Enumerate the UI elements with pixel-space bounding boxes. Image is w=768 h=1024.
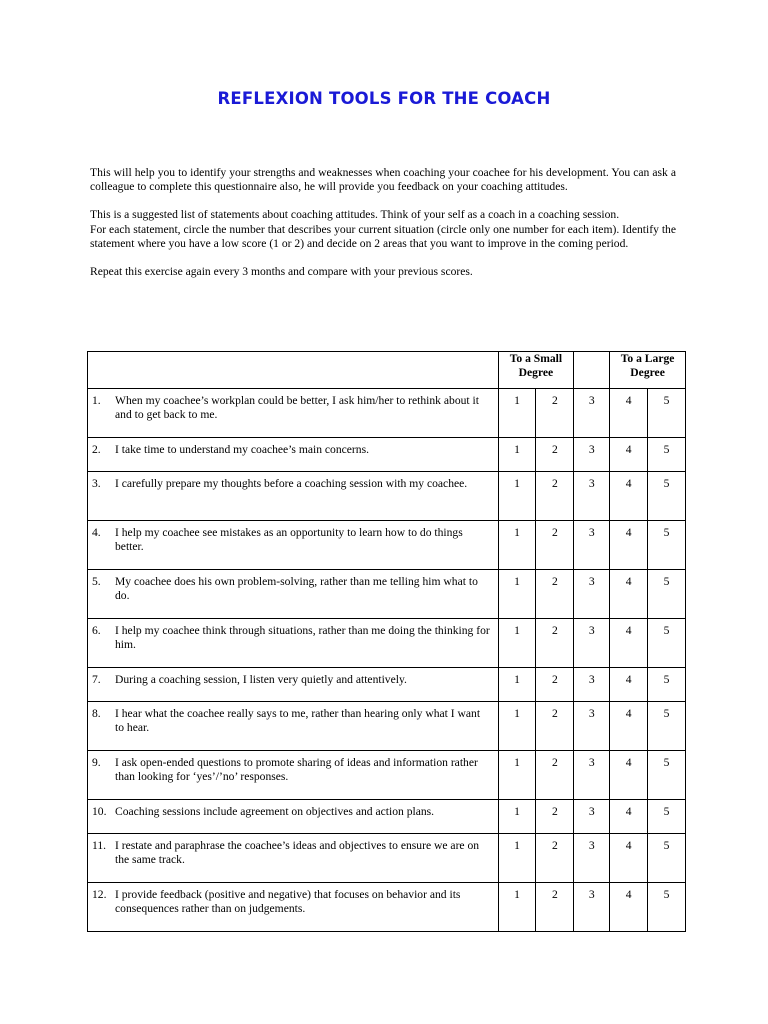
statement-number: 7. <box>92 673 101 686</box>
table-row <box>88 570 686 619</box>
statement-number: 4. <box>92 526 101 539</box>
rating-option-4[interactable]: 4 <box>610 800 648 834</box>
table-row <box>88 438 686 472</box>
rating-option-4[interactable]: 4 <box>610 668 648 702</box>
rating-option-4[interactable]: 4 <box>610 438 648 472</box>
statement-number: 1. <box>92 394 101 407</box>
statement-text: During a coaching session, I listen very quietly and attentively. <box>115 673 407 686</box>
table-row <box>88 702 686 751</box>
rating-table <box>87 351 686 932</box>
rating-option-3[interactable]: 3 <box>574 389 610 438</box>
statement-number: 9. <box>92 756 101 769</box>
rating-option-1[interactable]: 1 <box>498 702 536 751</box>
rating-option-2[interactable]: 2 <box>536 751 574 800</box>
rating-option-3[interactable]: 3 <box>574 619 610 668</box>
rating-option-5[interactable]: 5 <box>648 668 686 702</box>
table-header-row <box>88 352 686 389</box>
statement-text: I ask open-ended questions to promote sharing of ideas and information rather than looking for ‘yes’/’no’ responses. <box>115 756 478 784</box>
rating-option-4[interactable]: 4 <box>610 702 648 751</box>
rating-option-2[interactable]: 2 <box>536 668 574 702</box>
rating-option-1[interactable]: 1 <box>498 834 536 883</box>
rating-option-5[interactable]: 5 <box>648 521 686 570</box>
statement-cell <box>88 389 499 438</box>
header-middle-cell <box>574 352 610 389</box>
rating-option-2[interactable]: 2 <box>536 472 574 521</box>
rating-option-2[interactable]: 2 <box>536 800 574 834</box>
statement-text: I provide feedback (positive and negative) that focuses on behavior and its consequences rather than on judgements. <box>115 888 461 916</box>
rating-option-1[interactable]: 1 <box>498 521 536 570</box>
rating-option-4[interactable]: 4 <box>610 472 648 521</box>
rating-option-3[interactable]: 3 <box>574 438 610 472</box>
rating-option-3[interactable]: 3 <box>574 668 610 702</box>
rating-option-5[interactable]: 5 <box>648 389 686 438</box>
rating-option-1[interactable]: 1 <box>498 883 536 932</box>
rating-option-4[interactable]: 4 <box>610 751 648 800</box>
statement-text: I carefully prepare my thoughts before a coaching session with my coachee. <box>115 477 468 490</box>
page-title: REFLEXION TOOLS FOR THE COACH <box>217 89 551 108</box>
rating-option-3[interactable]: 3 <box>574 883 610 932</box>
rating-option-5[interactable]: 5 <box>648 834 686 883</box>
statement-number: 10. <box>92 805 107 818</box>
statement-cell <box>88 883 499 932</box>
rating-option-5[interactable]: 5 <box>648 472 686 521</box>
rating-option-5[interactable]: 5 <box>648 570 686 619</box>
statement-cell <box>88 800 499 834</box>
statement-number: 6. <box>92 624 101 637</box>
table-row <box>88 751 686 800</box>
rating-option-2[interactable]: 2 <box>536 389 574 438</box>
rating-option-1[interactable]: 1 <box>498 389 536 438</box>
table-row <box>88 883 686 932</box>
header-empty-cell <box>88 352 499 389</box>
statement-number: 2. <box>92 443 101 456</box>
statement-number: 5. <box>92 575 101 588</box>
rating-option-1[interactable]: 1 <box>498 472 536 521</box>
rating-option-4[interactable]: 4 <box>610 389 648 438</box>
rating-option-5[interactable]: 5 <box>648 619 686 668</box>
rating-option-1[interactable]: 1 <box>498 668 536 702</box>
rating-option-2[interactable]: 2 <box>536 619 574 668</box>
statement-number: 8. <box>92 707 101 720</box>
statement-number: 3. <box>92 477 101 490</box>
intro-paragraph-4: Repeat this exercise again every 3 months and compare with your previous scores. <box>90 265 473 279</box>
rating-option-1[interactable]: 1 <box>498 619 536 668</box>
rating-option-4[interactable]: 4 <box>610 570 648 619</box>
rating-option-5[interactable]: 5 <box>648 751 686 800</box>
statement-text: I help my coachee see mistakes as an opportunity to learn how to do things better. <box>115 526 463 554</box>
table-row <box>88 389 686 438</box>
statement-text: When my coachee’s workplan could be better, I ask him/her to rethink about it and to get back to me. <box>115 394 479 422</box>
statement-number: 11. <box>92 839 107 852</box>
rating-option-3[interactable]: 3 <box>574 800 610 834</box>
statement-text: I help my coachee think through situations, rather than me doing the thinking for him. <box>115 624 490 652</box>
statement-cell <box>88 472 499 521</box>
rating-option-4[interactable]: 4 <box>610 834 648 883</box>
header-small-degree: To a Small Degree <box>498 352 574 389</box>
statement-number: 12. <box>92 888 107 901</box>
intro-paragraph-2: This is a suggested list of statements about coaching attitudes. Think of your self as a coach in a coaching session. <box>90 208 620 222</box>
table-row <box>88 834 686 883</box>
rating-option-3[interactable]: 3 <box>574 751 610 800</box>
statement-text: I take time to understand my coachee’s main concerns. <box>115 443 370 456</box>
rating-option-1[interactable]: 1 <box>498 570 536 619</box>
statement-cell <box>88 570 499 619</box>
rating-option-4[interactable]: 4 <box>610 619 648 668</box>
statement-cell <box>88 751 499 800</box>
intro-paragraph-3: For each statement, circle the number that describes your current situation (circle only one number for each item). Identify the statement where you have a low score (1 or 2) and decide on 2 areas that you want to improve in the coming period. <box>90 222 676 250</box>
rating-option-2[interactable]: 2 <box>536 570 574 619</box>
statement-text: Coaching sessions include agreement on objectives and action plans. <box>115 805 435 818</box>
table-row <box>88 619 686 668</box>
statement-text: I restate and paraphrase the coachee’s ideas and objectives to ensure we are on the same track. <box>115 839 480 867</box>
table-row <box>88 521 686 570</box>
rating-option-5[interactable]: 5 <box>648 438 686 472</box>
intro-text <box>90 166 676 279</box>
rating-option-3[interactable]: 3 <box>574 472 610 521</box>
statement-cell <box>88 702 499 751</box>
statement-cell <box>88 834 499 883</box>
rating-option-5[interactable]: 5 <box>648 883 686 932</box>
rating-option-5[interactable]: 5 <box>648 800 686 834</box>
rating-option-4[interactable]: 4 <box>610 883 648 932</box>
rating-option-3[interactable]: 3 <box>574 521 610 570</box>
rating-option-2[interactable]: 2 <box>536 883 574 932</box>
statement-cell <box>88 668 499 702</box>
rating-option-1[interactable]: 1 <box>498 800 536 834</box>
statement-cell <box>88 438 499 472</box>
statement-cell <box>88 619 499 668</box>
rating-option-2[interactable]: 2 <box>536 834 574 883</box>
statement-text: I hear what the coachee really says to me, rather than hearing only what I want to hear. <box>115 707 481 735</box>
table-row <box>88 668 686 702</box>
rating-option-3[interactable]: 3 <box>574 570 610 619</box>
rating-option-3[interactable]: 3 <box>574 834 610 883</box>
rating-option-2[interactable]: 2 <box>536 521 574 570</box>
header-large-degree: To a Large Degree <box>610 352 686 389</box>
rating-option-1[interactable]: 1 <box>498 438 536 472</box>
rating-option-4[interactable]: 4 <box>610 521 648 570</box>
rating-option-5[interactable]: 5 <box>648 702 686 751</box>
rating-option-3[interactable]: 3 <box>574 702 610 751</box>
rating-option-2[interactable]: 2 <box>536 702 574 751</box>
statement-cell <box>88 521 499 570</box>
table-row <box>88 472 686 521</box>
table-row <box>88 800 686 834</box>
intro-paragraph-1: This will help you to identify your strengths and weaknesses when coaching your coachee for his development. You can ask a colleague to complete this questionnaire also, he will provide you feedback on your coaching attitudes. <box>90 166 676 194</box>
statement-text: My coachee does his own problem-solving, rather than me telling him what to do. <box>115 575 478 603</box>
rating-option-2[interactable]: 2 <box>536 438 574 472</box>
rating-option-1[interactable]: 1 <box>498 751 536 800</box>
